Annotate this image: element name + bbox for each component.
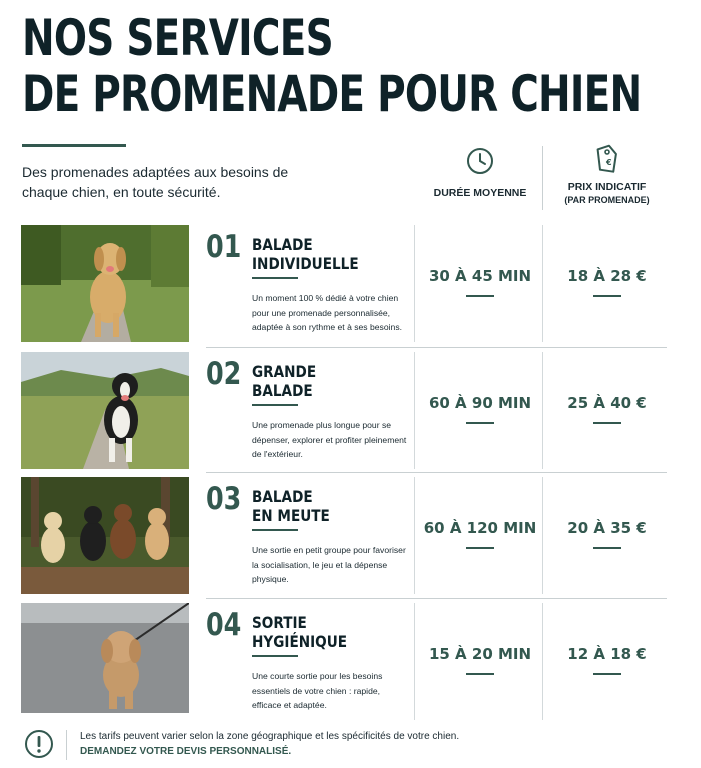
- service-photo: [21, 603, 189, 720]
- service-name-line-2: BALADE: [252, 381, 313, 400]
- duration-underline: [466, 422, 494, 424]
- duration-column-header: [418, 147, 542, 199]
- service-name-line-1: SORTIE: [252, 613, 307, 632]
- column-divider: [414, 352, 415, 469]
- service-name-underline: [252, 529, 298, 531]
- duration-underline: [466, 547, 494, 549]
- title-line-2: DE PROMENADE POUR CHIEN: [22, 65, 642, 123]
- price-column-header: [546, 143, 668, 205]
- service-duration: 60 À 120 MIN: [423, 519, 537, 537]
- service-photo: [21, 352, 189, 469]
- border-collie-photo: [21, 352, 189, 469]
- dog-pack-photo: [21, 477, 189, 594]
- column-divider: [542, 225, 543, 342]
- price-underline: [593, 673, 621, 675]
- service-row: [0, 477, 701, 594]
- column-divider: [542, 477, 543, 594]
- service-name-line-2: EN MEUTE: [252, 506, 330, 525]
- service-description: Une promenade plus longue pour se dépenser, explorer et profiter pleinement de l'extérieur.: [252, 420, 407, 459]
- service-number: 04: [206, 607, 242, 643]
- service-row: [0, 352, 701, 469]
- service-name-underline: [252, 404, 298, 406]
- header-divider: [542, 146, 543, 210]
- service-name: [252, 487, 380, 525]
- price-underline: [593, 547, 621, 549]
- column-divider: [414, 603, 415, 720]
- service-price: 25 À 40 €: [567, 394, 647, 412]
- service-name: [252, 235, 380, 273]
- row-separator: [206, 472, 667, 473]
- service-number: 02: [206, 356, 242, 392]
- service-description: Une courte sortie pour les besoins essentiels de votre chien : rapide, efficace et adaptée.: [252, 671, 383, 710]
- service-duration: 60 À 90 MIN: [428, 394, 532, 412]
- price-underline: [593, 422, 621, 424]
- clock-icon: [466, 147, 494, 175]
- service-name-line-2: HYGIÉNIQUE: [252, 632, 348, 651]
- footer-note: Les tarifs peuvent varier selon la zone géographique et les spécificités de votre chien.: [80, 731, 460, 742]
- column-divider: [414, 477, 415, 594]
- service-row: [0, 225, 701, 342]
- service-number: 01: [206, 229, 242, 265]
- service-description: Un moment 100 % dédié à votre chien pour une promenade personnalisée, adaptée à son rythme et à ses besoins.: [252, 293, 403, 332]
- footer-divider: [66, 730, 67, 760]
- svg-text:€: €: [606, 158, 612, 167]
- service-name-line-2: INDIVIDUELLE: [252, 254, 359, 273]
- service-duration: 15 À 20 MIN: [428, 645, 532, 663]
- column-divider: [542, 603, 543, 720]
- service-number: 03: [206, 481, 242, 517]
- service-description: Une sortie en petit groupe pour favoriser la socialisation, le jeu et la dépense physique.: [252, 545, 406, 584]
- quote-request-link[interactable]: DEMANDEZ VOTRE DEVIS PERSONNALISÉ.: [80, 746, 292, 757]
- service-price: 18 À 28 €: [567, 267, 647, 285]
- row-separator: [206, 347, 667, 348]
- golden-retriever-photo: [21, 225, 189, 342]
- duration-underline: [466, 295, 494, 297]
- service-name-underline: [252, 655, 298, 657]
- service-name-underline: [252, 277, 298, 279]
- column-divider: [542, 352, 543, 469]
- service-name-line-1: BALADE: [252, 235, 313, 254]
- exclamation-icon: [24, 729, 54, 759]
- price-tag-icon: [593, 143, 621, 175]
- service-price: 12 À 18 €: [567, 645, 647, 663]
- service-name-line-1: BALADE: [252, 487, 313, 506]
- service-name-line-1: GRANDE: [252, 362, 317, 381]
- service-name: [252, 362, 380, 400]
- service-duration: 30 À 45 MIN: [428, 267, 532, 285]
- title-underline: [22, 144, 126, 147]
- row-separator: [206, 598, 667, 599]
- price-underline: [593, 295, 621, 297]
- column-divider: [414, 225, 415, 342]
- service-photo: [21, 225, 189, 342]
- service-name: [252, 613, 380, 651]
- duration-underline: [466, 673, 494, 675]
- page-title: [22, 10, 642, 122]
- duration-column-label: DURÉE MOYENNE: [433, 187, 527, 199]
- poodle-photo: [21, 603, 189, 713]
- intro-text: Des promenades adaptées aux besoins de chaque chien, en toute sécurité.: [22, 164, 289, 200]
- service-price: 20 À 35 €: [567, 519, 647, 537]
- price-column-sublabel: (PAR PROMENADE): [564, 195, 650, 205]
- service-row: [0, 603, 701, 720]
- title-line-1: NOS SERVICES: [22, 9, 333, 67]
- service-photo: [21, 477, 189, 594]
- price-column-label: PRIX INDICATIF: [567, 181, 647, 193]
